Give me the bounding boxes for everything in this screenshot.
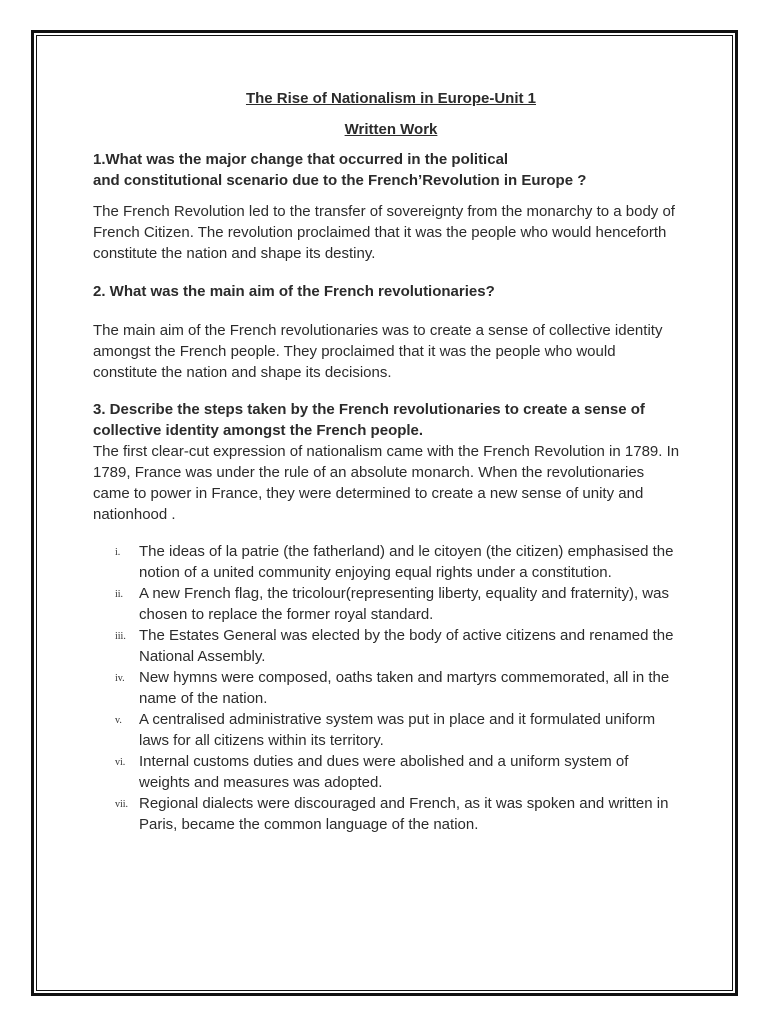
list-item bbox=[93, 667, 683, 709]
answer-3: The first clear-cut expression of nationalism came with the French Revolution in 1789. In 1789, France was under the rule of an absolute monarch. When the revolutionaries came to power in France, they were determined to create a new sense of unity and nationhood . bbox=[93, 443, 680, 523]
document-subtitle: Written Work bbox=[344, 121, 438, 138]
question-1-line-1: 1.What was the major change that occurred in the political bbox=[93, 151, 509, 168]
document-body bbox=[93, 89, 683, 835]
question-2: 2. What was the main aim of the French revolutionaries? bbox=[93, 283, 495, 300]
list-item bbox=[93, 625, 683, 667]
list-item-number: vi. bbox=[115, 757, 126, 768]
list-item bbox=[93, 583, 683, 625]
list-item-number: vii. bbox=[115, 799, 129, 810]
question-1-line-2: and constitutional scenario due to the French’Revolution in Europe ? bbox=[93, 172, 587, 189]
list-item-text: Internal customs duties and dues were abolished and a uniform system of weights and measures was adopted. bbox=[139, 753, 629, 791]
list-item-text: New hymns were composed, oaths taken and martyrs commemorated, all in the name of the nation. bbox=[139, 669, 670, 707]
list-item bbox=[93, 541, 683, 583]
question-1 bbox=[93, 149, 683, 191]
list-item-text: A centralised administrative system was put in place and it formulated uniform laws for all citizens within its territory. bbox=[139, 711, 656, 749]
list-item-text: The ideas of la patrie (the fatherland) and le citoyen (the citizen) emphasised the notion of a united community enjoying equal rights under a constitution. bbox=[139, 543, 674, 581]
list-item-text: Regional dialects were discouraged and French, as it was spoken and written in Paris, became the common language of the nation. bbox=[139, 795, 669, 833]
list-item-number: iii. bbox=[115, 631, 126, 642]
list-item bbox=[93, 793, 683, 835]
list-item bbox=[93, 709, 683, 751]
list-item-number: v. bbox=[115, 715, 122, 726]
list-item bbox=[93, 751, 683, 793]
list-item-number: iv. bbox=[115, 673, 125, 684]
document-title: The Rise of Nationalism in Europe-Unit 1 bbox=[245, 90, 537, 107]
list-item-number: ii. bbox=[115, 589, 124, 600]
answer-1: The French Revolution led to the transfer of sovereignty from the monarchy to a body of French Citizen. The revolution proclaimed that it was the people who would henceforth constitute the nation and shape its destiny. bbox=[93, 203, 675, 262]
answer-2: The main aim of the French revolutionaries was to create a sense of collective identity amongst the French people. They proclaimed that it was the people who would constitute the nation and shape its decisions. bbox=[93, 322, 663, 381]
list-item-text: The Estates General was elected by the body of active citizens and renamed the National Assembly. bbox=[139, 627, 674, 665]
question-3: 3. Describe the steps taken by the French revolutionaries to create a sense of collective identity amongst the French people. bbox=[93, 401, 645, 439]
list-item-text: A new French flag, the tricolour(representing liberty, equality and fraternity), was chosen to replace the former royal standard. bbox=[139, 585, 669, 623]
steps-list bbox=[93, 541, 683, 835]
list-item-number: i. bbox=[115, 547, 121, 558]
